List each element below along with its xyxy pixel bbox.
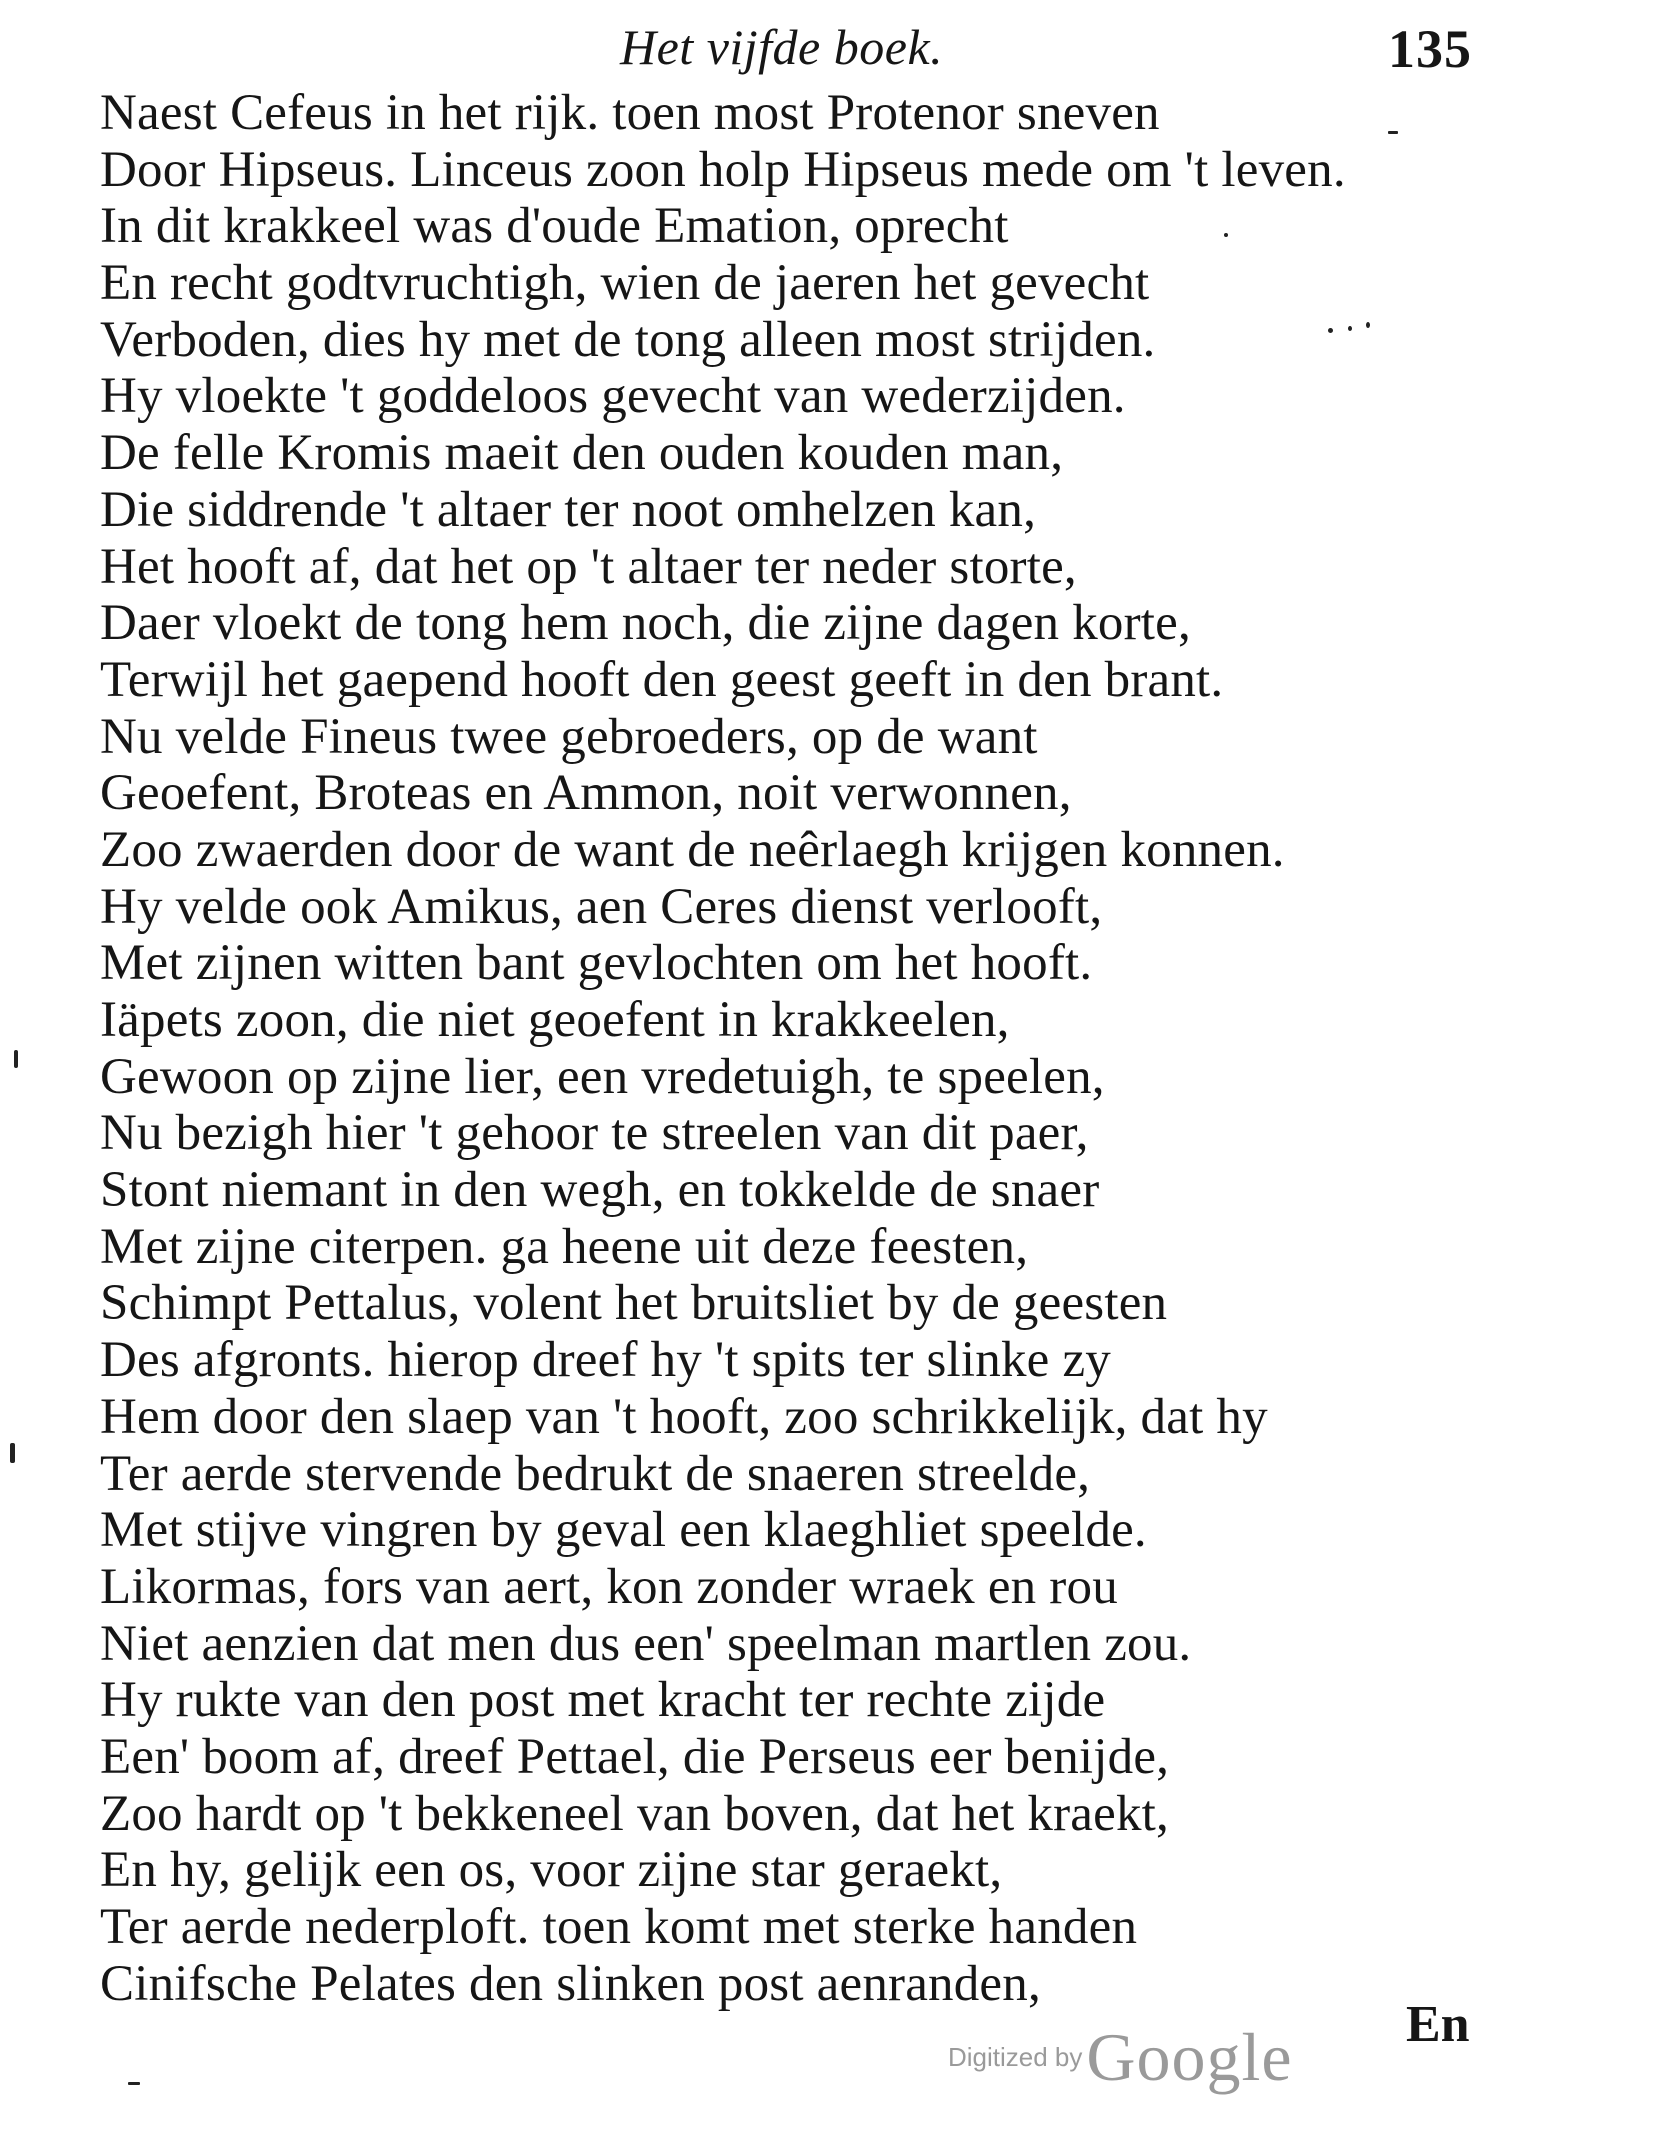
scan-speck (10, 1443, 15, 1463)
verse-block (100, 85, 1520, 2012)
scan-speck (1224, 233, 1228, 237)
scan-speck (1388, 131, 1398, 134)
verse-line: Stont niemant in den wegh, en tokkelde de snaer (100, 1162, 1100, 1219)
scan-speck (1328, 328, 1333, 333)
verse-line: In dit krakkeel was d'oude Emation, oprecht (100, 198, 1009, 255)
verse-line: En recht godtvruchtigh, wien de jaeren het gevecht (100, 255, 1150, 312)
verse-line: Niet aenzien dat men dus een' speelman martlen zou. (100, 1615, 1192, 1672)
verse-line: Een' boom af, dreef Pettael, die Perseus eer benijde, (100, 1728, 1170, 1785)
scan-speck (14, 1050, 18, 1068)
running-head: Het vijfde boek. (620, 19, 944, 75)
scan-speck (1366, 322, 1370, 328)
verse-line: Nu velde Fineus twee gebroeders, op de want (100, 708, 1038, 765)
verse-line: Die siddrende 't altaer ter noot omhelzen kan, (100, 481, 1037, 538)
verse-line: Hem door den slaep van 't hooft, zoo schrikkelijk, dat hy (100, 1388, 1268, 1445)
catchword: En (1406, 1996, 1470, 2053)
verse-line: Met zijne citerpen. ga heene uit deze feesten, (100, 1218, 1029, 1275)
verse-line: Het hooft af, dat het op 't altaer ter neder storte, (100, 538, 1077, 595)
verse-line: Met stijve vingren by geval een klaeghliet speelde. (100, 1502, 1147, 1559)
verse-line: Naest Cefeus in het rijk. toen most Protenor sneven (100, 85, 1160, 141)
verse-line: Likormas, fors van aert, kon zonder wraek en rou (100, 1558, 1118, 1615)
scan-speck (1348, 326, 1352, 331)
verse-line: Ter aerde nederploft. toen komt met sterke handen (100, 1899, 1138, 1955)
verse-line: Gewoon op zijne lier, een vredetuigh, te speelen, (100, 1048, 1105, 1105)
verse-line: Schimpt Pettalus, volent het bruitsliet by de geesten (100, 1275, 1168, 1332)
digitization-watermark (948, 2018, 1293, 2097)
scan-speck (128, 2082, 140, 2085)
verse-line: Zoo zwaerden door de want de neêrlaegh krijgen konnen. (100, 821, 1285, 878)
verse-line: Hy vloekte 't goddeloos gevecht van wederzijden. (100, 368, 1126, 425)
verse-line: Cinifsche Pelates den slinken post aenranden, (100, 1955, 1041, 2012)
verse-line: Nu bezigh hier 't gehoor te streelen van dit paer, (100, 1105, 1089, 1162)
verse-line: Zoo hardt op 't bekkeneel van boven, dat het kraekt, (100, 1785, 1169, 1842)
verse-line: Hy rukte van den post met kracht ter rechte zijde (100, 1672, 1106, 1729)
verse-line: Terwijl het gaepend hooft den geest geeft in den brant. (100, 651, 1224, 708)
verse-line: Verboden, dies hy met de tong alleen most strijden. (100, 311, 1156, 368)
verse-line: Door Hipseus. Linceus zoon holp Hipseus mede om 't leven. (100, 141, 1346, 198)
watermark-prefix: Digitized by (948, 2042, 1083, 2072)
verse-line: Hy velde ook Amikus, aen Ceres dienst verlooft, (100, 878, 1103, 935)
verse-line: Iäpets zoon, die niet geoefent in krakkeelen, (100, 992, 1010, 1048)
verse-line: De felle Kromis maeit den ouden kouden man, (100, 425, 1064, 482)
verse-line: Met zijnen witten bant gevlochten om het hooft. (100, 935, 1093, 992)
verse-line: Des afgronts. hierop dreef hy 't spits ter slinke zy (100, 1332, 1112, 1389)
verse-line: Geoefent, Broteas en Ammon, noit verwonnen, (100, 765, 1072, 822)
verse-line: Ter aerde stervende bedrukt de snaeren streelde, (100, 1445, 1091, 1502)
verse-line: Daer vloekt de tong hem noch, die zijne dagen korte, (100, 595, 1191, 652)
verse-line: En hy, gelijk een os, voor zijne star geraekt, (100, 1842, 1003, 1899)
page-number: 135 (1388, 19, 1472, 79)
watermark-brand: Google (1086, 2019, 1293, 2095)
